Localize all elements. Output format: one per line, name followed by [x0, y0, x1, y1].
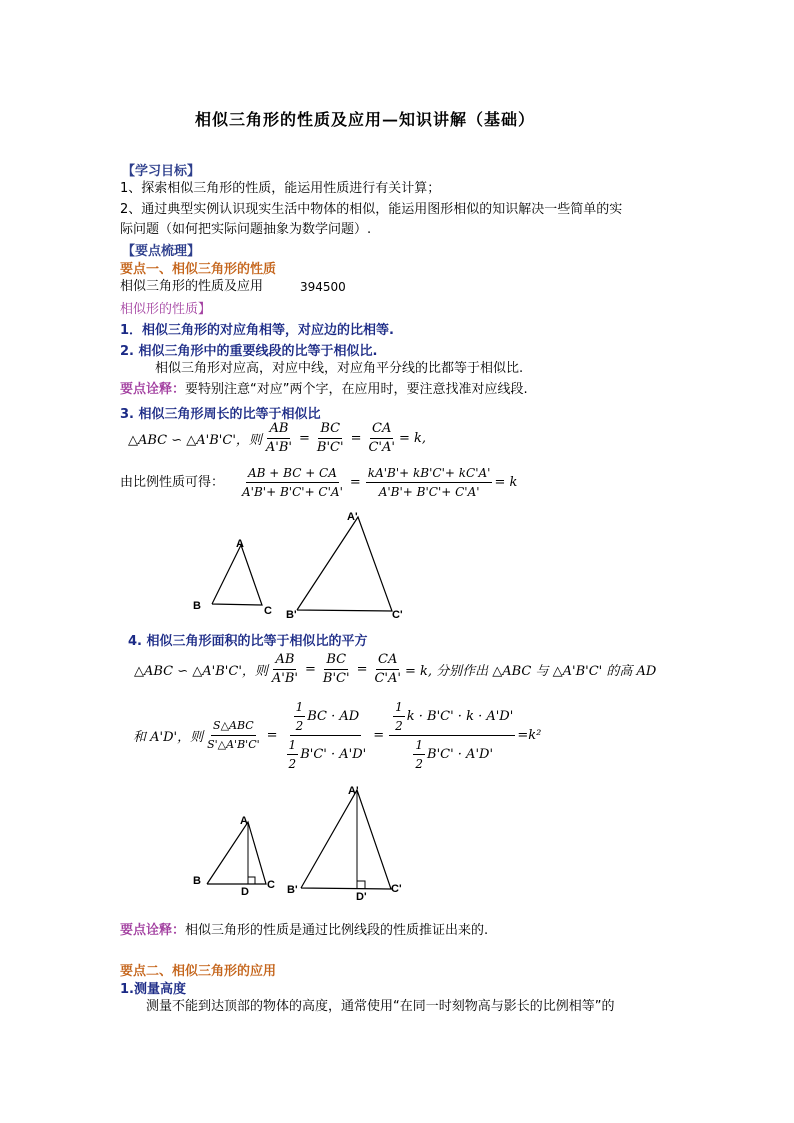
fraction-4-bc: $\frac{BC}{B'C'}$ [322, 652, 350, 686]
objective-1: 1、探索相似三角形的性质，能运用性质进行有关计算； [120, 181, 441, 196]
fraction-area-right: $\frac{1}{2}$ k · B'C' · k · A'D' $\frac{1}{2}$ B'C' · A'D' [389, 698, 515, 773]
kp2-heading: 要点二、相似三角形的应用 [120, 964, 277, 979]
area-end: =k² [517, 728, 542, 743]
figure-altitude-triangles [185, 780, 415, 905]
note-2 [120, 922, 488, 940]
fraction-perimeter-1: $\frac{AB + BC + CA}{A'B'+ B'C'+ C'A'}$ [242, 466, 343, 499]
perimeter-end: = k [494, 475, 518, 490]
label-c: C [264, 605, 272, 617]
formula-3-end: = k, [398, 431, 426, 446]
label-a-prime: A' [347, 511, 358, 523]
fraction-4-ab: $\frac{AB}{A'B'}$ [271, 652, 298, 686]
label-c-prime: C' [392, 609, 403, 621]
property-1: 1．相似三角形的对应角相等，对应边的比相等. [120, 323, 394, 338]
fraction-4-ca: $\frac{CA}{C'A'}$ [374, 652, 401, 686]
label-d-prime: D' [356, 891, 367, 903]
note-1 [120, 381, 528, 399]
label-b-prime: B' [286, 609, 297, 621]
fraction-area-s: $\frac{\text{S△ABC}}{S'\triangle A'B'C'}$ [207, 719, 260, 751]
formula-4-pre: △ABC ∽ △A'B'C'，则 [134, 664, 268, 679]
label-b: B [193, 875, 201, 887]
formula-perimeter: 由比例性质可得： $\frac{AB + BC + CA}{A'B'+ B'C'+ C'A'}$ = $\frac{kA'B'+ kB'C'+ kC'A'}{A'B'+ B'C'+ C'A'}$ = k [120, 466, 518, 499]
note-1-text: 要特别注意“对应”两个字，在应用时，要注意找准对应线段. [185, 382, 528, 397]
keypoints-header: 【要点梳理】 [122, 244, 201, 259]
measure-height: 1.测量高度 [120, 982, 186, 997]
large-triangle-altitude [287, 785, 402, 903]
small-triangle [193, 538, 272, 617]
formula-3-pre: △ABC ∽ △A'B'C'，则 [128, 433, 262, 448]
label-b: B [193, 600, 201, 612]
fraction-ca: $\frac{CA}{C'A'}$ [368, 421, 395, 455]
formula-3: △ABC ∽ △A'B'C'，则 $\frac{AB}{A'B'}$ = $\frac{BC}{B'C'}$ = $\frac{CA}{C'A'}$ = k, [128, 421, 426, 455]
area-and: 和 A'D'，则 [133, 730, 204, 745]
property-3: 3. 相似三角形周长的比等于相似比 [120, 407, 321, 422]
measure-height-text: 测量不能到达顶部的物体的高度，通常使用“在同一时刻物高与影长的比例相等”的 [146, 999, 615, 1014]
objectives-header: 【学习目标】 [122, 164, 201, 179]
label-c: C [267, 879, 275, 891]
label-a: A [240, 815, 248, 827]
objective-2a: 2、通过典型实例认识现实生活中物体的相似，能运用图形相似的知识解决一些简单的实 [120, 202, 623, 217]
fraction-area-mid: $\frac{1}{2}$ BC · AD $\frac{1}{2}$ B'C' · A'D' [288, 700, 367, 771]
property-4: 4. 相似三角形面积的比等于相似比的平方 [128, 634, 368, 649]
fraction-perimeter-2: $\frac{kA'B'+ kB'C'+ kC'A'}{A'B'+ B'C'+ C'A'}$ [367, 466, 491, 499]
property-2: 2. 相似三角形中的重要线段的比等于相似比. [120, 344, 378, 359]
label-d: D [241, 886, 249, 898]
label-c-prime: C' [391, 883, 402, 895]
figure-similar-triangles [185, 505, 415, 625]
label-a-prime: A' [348, 785, 359, 797]
label-a: A [236, 538, 244, 550]
label-b-prime: B' [287, 884, 298, 896]
small-triangle-altitude [193, 815, 275, 898]
video-label: 相似三角形的性质及应用 [120, 279, 264, 294]
formula-4: △ABC ∽ △A'B'C'，则 $\frac{AB}{A'B'}$ = $\frac{BC}{B'C'}$ = $\frac{CA}{C'A'}$ = k, 分别作出 △ABC 与 △A'B'C' 的高 AD [134, 652, 657, 686]
note-1-label: 要点诠释： [120, 382, 186, 397]
fraction-ab: $\frac{AB}{A'B'}$ [265, 421, 292, 455]
proportion-label: 由比例性质可得： [120, 474, 225, 490]
kp1-sub: 相似形的性质】 [120, 302, 212, 317]
video-code: 394500 [300, 280, 346, 294]
note-2-text: 相似三角形的性质是通过比例线段的性质推证出来的. [185, 923, 489, 938]
property-2-detail: 相似三角形对应高，对应中线，对应角平分线的比都等于相似比. [155, 361, 524, 376]
formula-4-post: = k, 分别作出 △ABC 与 △A'B'C' 的高 AD [404, 664, 657, 679]
kp1-heading: 要点一、相似三角形的性质 [120, 262, 277, 277]
large-triangle [286, 511, 403, 621]
page-title: 相似三角形的性质及应用—知识讲解（基础） [195, 110, 536, 129]
fraction-bc: $\frac{BC}{B'C'}$ [316, 421, 344, 455]
objective-2b: 际问题（如何把实际问题抽象为数学问题）. [120, 222, 372, 237]
note-2-label: 要点诠释： [120, 923, 186, 938]
formula-area: 和 A'D'，则 $\frac{\text{S△ABC}}{S'\triangle A'B'C'}$ = $\frac{1}{2}$ BC · AD $\frac{1}{2}$ B'C' · A'D' = $\frac{1}{2}$ k · B'C' · k · A'D' $\frac{1}{2}$ B'C' · A'D' =k² [133, 700, 542, 771]
